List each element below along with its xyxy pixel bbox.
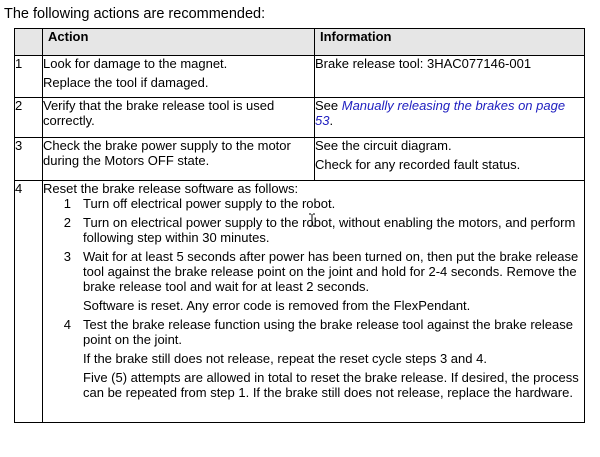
list-item (43, 196, 584, 211)
text-cursor-icon (308, 213, 316, 227)
row-number: 2 (15, 98, 43, 138)
row-number: 4 (15, 181, 43, 423)
action-cell (43, 98, 315, 138)
header-action-label: Action (48, 29, 89, 44)
row-number: 1 (15, 56, 43, 98)
header-information-label: Information (320, 29, 392, 44)
info-suffix: . (329, 113, 334, 128)
step-text: Test the brake release function using the brake release tool against the brake release point on the joint. (83, 317, 573, 347)
actions-table (14, 28, 585, 423)
header-action (43, 29, 315, 56)
header-num-cell (15, 29, 43, 56)
step-text: Turn on electrical power supply to the robot, without enabling the motors, and perform following step within 30 minutes. (83, 215, 576, 245)
action-text: Check the brake power supply to the motor during the Motors OFF state. (43, 138, 291, 168)
information-text: Brake release tool: 3HAC077146-001 (315, 56, 532, 71)
step-text: Turn off electrical power supply to the robot. (83, 196, 336, 211)
step-number: 4 (63, 317, 71, 332)
step-note: Five (5) attempts are allowed in total to reset the brake release. If desired, the process can be repeated from step 1. If the brake still does not release, replace the hardware. (83, 370, 579, 400)
list-item (43, 317, 584, 347)
header-information (315, 29, 585, 56)
intro-text: The following actions are recommended: (4, 6, 266, 22)
manual-release-link[interactable]: Manually releasing the brakes on page 53 (315, 98, 566, 128)
information-text (315, 98, 584, 128)
step-note: Software is reset. Any error code is removed from the FlexPendant. (83, 298, 471, 313)
action-text: Verify that the brake release tool is used correctly. (43, 98, 275, 128)
list-item (43, 249, 584, 294)
table-row (15, 138, 585, 181)
information-cell (315, 56, 585, 98)
step-number: 1 (63, 196, 71, 211)
table-header-row (15, 29, 585, 56)
info-prefix: See (315, 98, 342, 113)
information-text: See the circuit diagram. (315, 138, 452, 153)
information-text: Check for any recorded fault status. (315, 157, 521, 172)
reset-intro: Reset the brake release software as follows: (43, 181, 299, 196)
action-text: Replace the tool if damaged. (43, 75, 209, 90)
action-text: Look for damage to the magnet. (43, 56, 228, 71)
step-note: If the brake still does not release, repeat the reset cycle steps 3 and 4. (83, 351, 487, 366)
table-row (15, 56, 585, 98)
step-number: 2 (63, 215, 71, 230)
action-cell (43, 138, 315, 181)
information-cell (315, 98, 585, 138)
action-cell (43, 56, 315, 98)
table-row (15, 181, 585, 423)
information-cell (315, 138, 585, 181)
step-number: 3 (63, 249, 71, 264)
table-row (15, 98, 585, 138)
step-text: Wait for at least 5 seconds after power has been turned on, then put the brake release tool against the brake release point on the joint and hold for 2-4 seconds. Remove the brake release tool and wait for at least 2 seconds. (83, 249, 579, 294)
row-number: 3 (15, 138, 43, 181)
